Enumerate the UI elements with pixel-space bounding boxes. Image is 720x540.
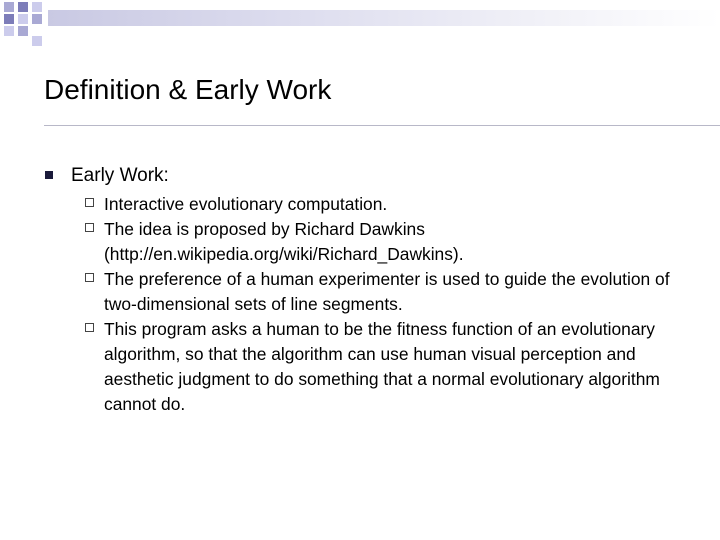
sub-bullet-text: The preference of a human experimenter is used to guide the evolution of two-dimensional sets of line segments.	[104, 269, 670, 314]
decor-square	[32, 14, 42, 24]
hollow-square-bullet-icon	[85, 198, 94, 207]
decor-square	[18, 2, 28, 12]
sub-bullet-item	[85, 317, 705, 417]
header-decoration	[0, 0, 720, 48]
bullet-label: Early Work:	[71, 165, 169, 186]
decor-square	[18, 14, 28, 24]
hollow-square-bullet-icon	[85, 323, 94, 332]
sub-bullet-item	[85, 267, 705, 317]
title-divider	[44, 125, 720, 126]
header-gradient-band	[48, 10, 720, 26]
sub-bullet-text: This program asks a human to be the fitness function of an evolutionary algorithm, so that the algorithm can use human visual perception and aesthetic judgment to do something that a normal evolutionary algorithm cannot do.	[104, 319, 660, 414]
decor-square	[18, 26, 28, 36]
decor-square	[32, 36, 42, 46]
square-bullet-icon	[45, 171, 53, 179]
decor-square	[4, 2, 14, 12]
decor-square	[4, 26, 14, 36]
slide-title: Definition & Early Work	[44, 74, 332, 105]
sub-bullet-item	[85, 217, 705, 267]
hollow-square-bullet-icon	[85, 223, 94, 232]
hollow-square-bullet-icon	[85, 273, 94, 282]
decor-square	[32, 2, 42, 12]
sub-bullet-item	[85, 192, 705, 217]
decor-square	[4, 14, 14, 24]
sub-bullet-list	[85, 192, 705, 417]
sub-bullet-text: The idea is proposed by Richard Dawkins (http://en.wikipedia.org/wiki/Richard_Dawkins).	[104, 219, 464, 264]
sub-bullet-text: Interactive evolutionary computation.	[104, 194, 388, 214]
